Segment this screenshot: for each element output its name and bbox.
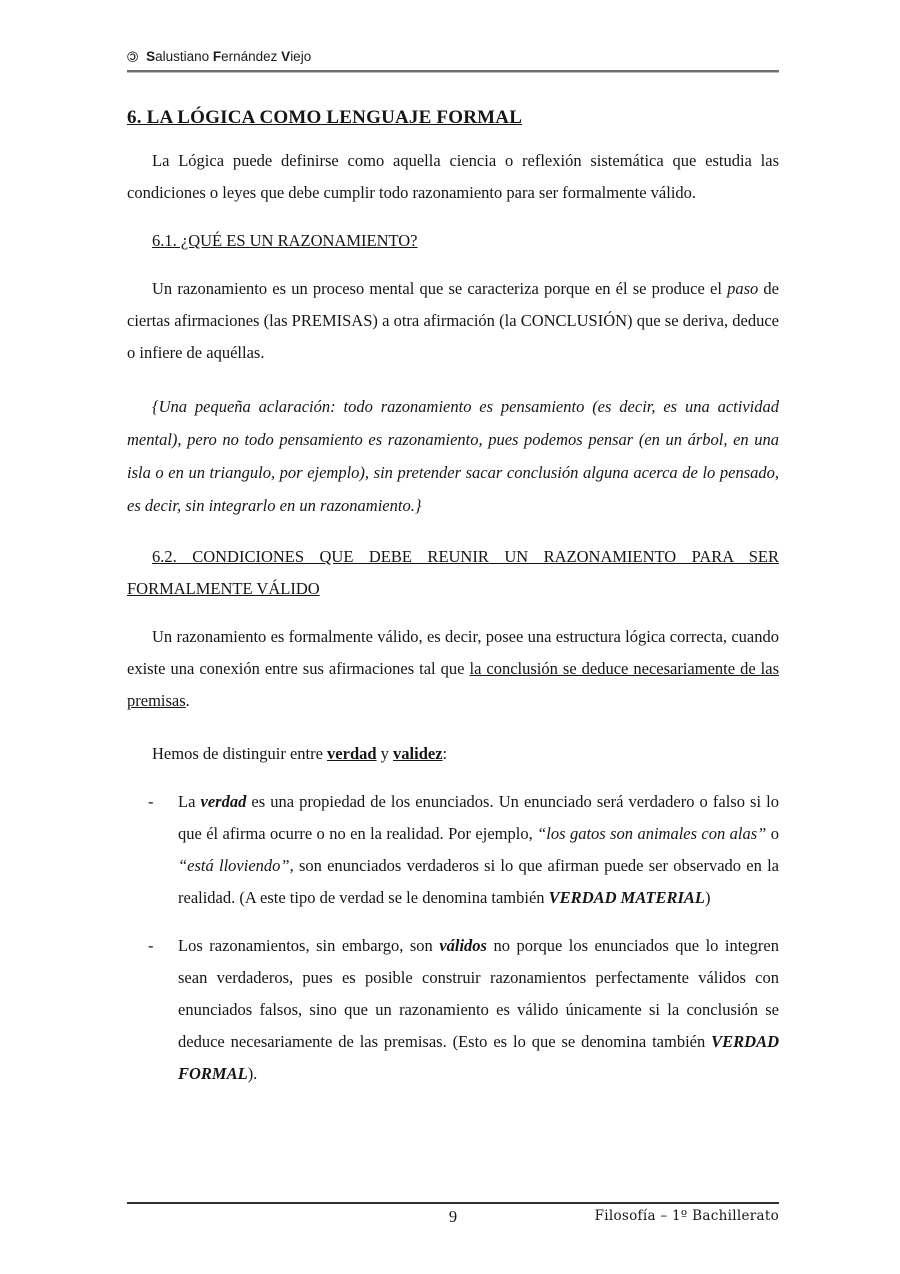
header-rule: [127, 70, 779, 73]
document-body: [127, 106, 779, 1090]
bullet-marker: -: [148, 792, 154, 811]
paragraph-intro: La Lógica puede definirse como aquella ciencia o reflexión sistemática que estudia las condiciones o leyes que debe cumplir todo razonamiento para ser formalmente válido.: [127, 151, 779, 202]
copyleft-icon: ©: [127, 48, 139, 66]
page-footer: [127, 1202, 779, 1229]
page-header: [127, 48, 779, 73]
list-item-validos: [127, 930, 779, 1090]
footer-row: [127, 1207, 779, 1229]
author-line: [127, 48, 779, 66]
author-name: Salustiano Fernández Viejo: [146, 49, 312, 64]
footer-rule: [127, 1202, 779, 1204]
subsection-6-2-title: 6.2. CONDICIONES QUE DEBE REUNIR UN RAZONAMIENTO PARA SER FORMALMENTE VÁLIDO: [127, 547, 779, 598]
paragraph-aclaracion: {Una pequeña aclaración: todo razonamiento es pensamiento (es decir, es una actividad mental), pero no todo pensamiento es razonamiento, pues podemos pensar (en un árbol, en una isla o en un triangulo, por ejemplo), sin pretender sacar conclusión alguna acerca de lo pensado, es decir, sin integrarlo en un razonamiento.}: [127, 397, 779, 515]
course-label: Filosofía – 1º Bachillerato: [594, 1208, 779, 1224]
paragraph-validez-formal: Un razonamiento es formalmente válido, es decir, posee una estructura lógica correcta, cuando existe una conexión entre sus afirmaciones tal que la conclusión se deduce necesariamente de las premisas.: [127, 627, 779, 710]
section-title: 6. LA LÓGICA COMO LENGUAJE FORMAL: [127, 107, 523, 128]
bullet-marker: -: [148, 936, 154, 955]
subsection-6-1-title: 6.1. ¿QUÉ ES UN RAZONAMIENTO?: [152, 231, 418, 250]
list-item-text: Los razonamientos, sin embargo, son válidos no porque los enunciados que lo integren sean verdaderos, pues es posible construir razonamientos perfectamente válidos con enunciados falsos, sino que un razonamiento es válido únicamente si la conclusión se deduce necesariamente de las premisas. (Esto es lo que se denomina también VERDAD FORMAL).: [178, 936, 779, 1083]
page-number: 9: [448, 1207, 458, 1226]
paragraph-razonamiento: Un razonamiento es un proceso mental que se caracteriza porque en él se produce el paso de ciertas afirmaciones (las PREMISAS) a otra afirmación (la CONCLUSIÓN) que se deriva, deduce o infiere de aquéllas.: [127, 279, 779, 362]
list-item-verdad: [127, 786, 779, 914]
paragraph-verdad-validez: Hemos de distinguir entre verdad y validez:: [152, 744, 448, 763]
list-item-text: La verdad es una propiedad de los enunciados. Un enunciado será verdadero o falso si lo que él afirma ocurre o no en la realidad. Por ejemplo, “los gatos son animales con alas” o “está lloviendo”, son enunciados verdaderos si lo que afirman puede ser observado en la realidad. (A este tipo de verdad se le denomina también VERDAD MATERIAL): [178, 792, 780, 907]
